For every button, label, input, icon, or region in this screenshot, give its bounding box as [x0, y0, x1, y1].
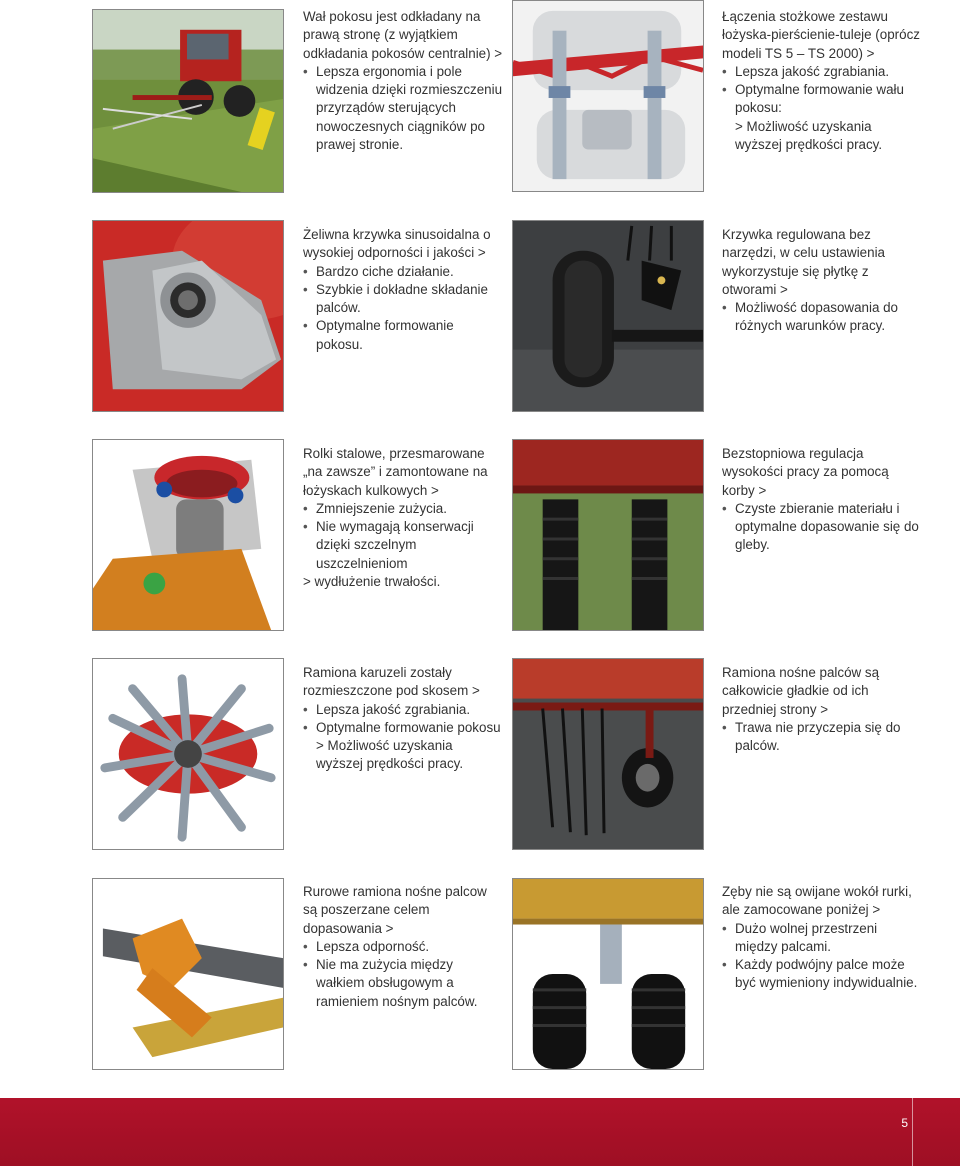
- bullet-item: • Optymalne formowanie pokosu.: [303, 317, 503, 354]
- page-footer-band: [0, 1098, 960, 1166]
- bullet-item: [722, 81, 922, 154]
- bullet-text: Nie wymagają konserwacji dzięki szczelnym uszczelnieniom: [316, 519, 474, 571]
- bullet-item: [303, 518, 503, 573]
- bullet-subtext: > Możliwość uzyskania wyższej prędkości pracy.: [735, 118, 883, 153]
- text-windrow-side: [303, 8, 503, 154]
- bullet-text: Optymalne formowanie wału pokosu:: [735, 82, 904, 116]
- bullet-list: [722, 500, 922, 555]
- bullet-list: [722, 719, 922, 756]
- text-smooth-arms: [722, 664, 922, 755]
- block-head: Ramiona nośne palców są całkowicie gładkie od ich przedniej strony >: [722, 665, 880, 717]
- footer-divider: [912, 1098, 913, 1166]
- text-steel-rollers: [303, 445, 503, 591]
- bullet-list: [303, 500, 503, 573]
- text-cast-cam: [303, 226, 503, 354]
- block-head: Bezstopniowa regulacja wysokości pracy za pomocą korby >: [722, 446, 889, 498]
- photo-tine-arms: [512, 658, 704, 850]
- text-conical-joints: [722, 8, 922, 154]
- bullet-list: [303, 263, 503, 354]
- bullet-item: • Lepsza jakość zgrabiania.: [722, 63, 922, 81]
- block-head: Żeliwna krzywka sinusoidalna o wysokiej odporności i jakości >: [303, 227, 491, 261]
- bullet-item: • Bardzo ciche działanie.: [303, 263, 503, 281]
- bullet-item: • Szybkie i dokładne składanie palców.: [303, 281, 503, 318]
- page-number: 5: [901, 1116, 908, 1130]
- block-head: Zęby nie są owijane wokół rurki, ale zamocowane poniżej >: [722, 884, 912, 918]
- photo-steel-roller: [92, 439, 284, 631]
- photo-conical-joints: [512, 0, 704, 192]
- block-head: Rurowe ramiona nośne palcow są poszerzane celem dopasowania >: [303, 884, 487, 936]
- photo-rotor-arms: [92, 658, 284, 850]
- block-head: Łączenia stożkowe zestawu łożyska-pierścienie-tuleje (oprócz modeli TS 5 – TS 2000) >: [722, 9, 920, 61]
- bullet-item: • Możliwość dopasowania do różnych warunków pracy.: [722, 299, 922, 336]
- bullet-item: • Lepsza odporność.: [303, 938, 503, 956]
- bullet-subtext: > Możliwość uzyskania wyższej prędkości pracy.: [316, 738, 464, 772]
- bullet-text: Optymalne formowanie pokosu: [316, 719, 501, 735]
- text-tube-arms: [303, 883, 503, 1011]
- bullet-item: [303, 719, 503, 774]
- bullet-item: • Lepsza jakość zgrabiania.: [303, 701, 503, 719]
- photo-tractor-rake: [92, 9, 284, 193]
- bullet-list: [303, 938, 503, 1011]
- block-head: Krzywka regulowana bez narzędzi, w celu ustawienia wykorzystuje się płytkę z otworami >: [722, 227, 886, 297]
- block-head: Ramiona karuzeli zostały rozmieszczone pod skosem >: [303, 665, 480, 699]
- bullet-list: [722, 920, 922, 993]
- bullet-item: • Każdy podwójny palce może być wymieniony indywidualnie.: [722, 956, 922, 993]
- photo-cam-adjust: [512, 220, 704, 412]
- bullet-item: • Dużo wolnej przestrzeni między palcami.: [722, 920, 922, 957]
- photo-tube-arm: [92, 878, 284, 1070]
- bullet-list: [303, 63, 503, 154]
- bullet-item: • Trawa nie przyczepia się do palców.: [722, 719, 922, 756]
- bullet-item: • Nie ma zużycia między wałkiem obsługowym a ramieniem nośnym palców.: [303, 956, 503, 1011]
- text-tines-mount: [722, 883, 922, 993]
- block-head: Rolki stalowe, przesmarowane „na zawsze” i zamontowane na łożyskach kulkowych >: [303, 446, 488, 498]
- photo-bellows: [512, 439, 704, 631]
- text-cam-adjust: [722, 226, 922, 336]
- photo-cast-cam: [92, 220, 284, 412]
- bullet-list: [722, 63, 922, 154]
- block-subtext: > wydłużenie trwałości.: [303, 574, 441, 590]
- bullet-item: • Zmniejszenie zużycia.: [303, 500, 503, 518]
- text-height-adjust: [722, 445, 922, 555]
- bullet-list: [722, 299, 922, 336]
- bullet-item: • Lepsza ergonomia i pole widzenia dzięki rozmieszczeniu przyrządów sterujących nowoczesnych ciągników po prawej stronie.: [303, 63, 503, 154]
- text-angled-arms: [303, 664, 503, 774]
- bullet-list: [303, 701, 503, 774]
- block-head: Wał pokosu jest odkładany na prawą stronę (z wyjątkiem odkładania pokosów centralnie) >: [303, 9, 503, 61]
- bullet-item: • Czyste zbieranie materiału i optymalne dopasowanie się do gleby.: [722, 500, 922, 555]
- photo-double-tines: [512, 878, 704, 1070]
